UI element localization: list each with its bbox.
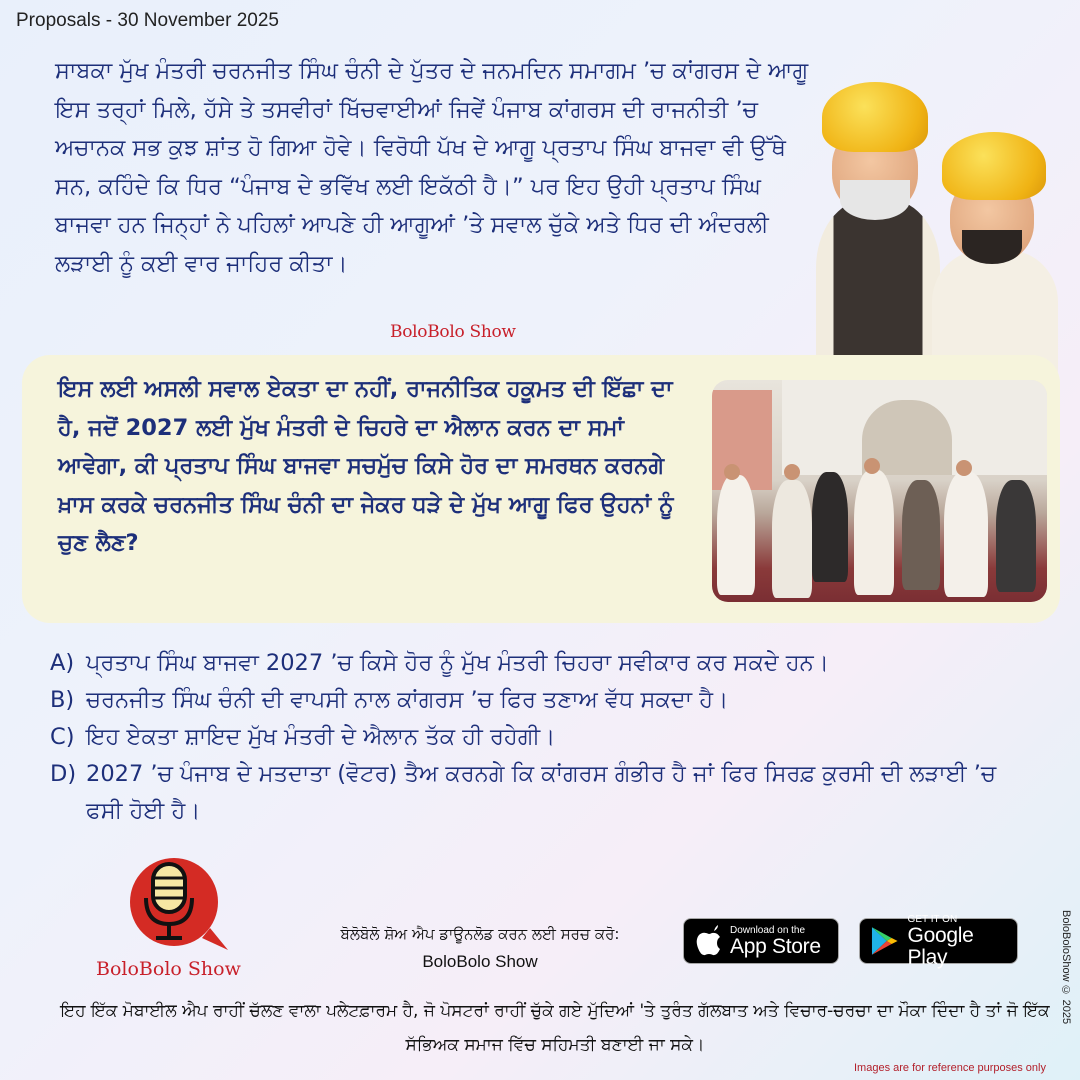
answer-options <box>50 645 1030 830</box>
option-letter: C) <box>50 724 75 750</box>
app-store-small-text: Download on the <box>730 924 806 936</box>
option-text: 2027 ’ਚ ਪੰਜਾਬ ਦੇ ਮਤਦਾਤਾ (ਵੋਟਰ) ਤੈਅ ਕਰਨਗੇ ਕਿ ਕਾਂਗਰਸ ਗੰਭੀਰ ਹੈ ਜਾਂ ਫਿਰ ਸਿਰਫ਼ ਕੁਰਸੀ ਦੀ ਲੜਾਈ ’ਚ ਫਸੀ ਹੋਈ ਹੈ। <box>86 761 997 824</box>
event-photo <box>712 380 1047 602</box>
option-a[interactable] <box>50 645 1030 682</box>
option-text: ਚਰਨਜੀਤ ਸਿੰਘ ਚੰਨੀ ਦੀ ਵਾਪਸੀ ਨਾਲ ਕਾਂਗਰਸ ’ਚ ਫਿਰ ਤਣਾਅ ਵੱਧ ਸਕਦਾ ਹੈ। <box>86 687 729 713</box>
option-d[interactable] <box>50 756 1030 830</box>
option-letter: D) <box>50 761 77 787</box>
caricature-left-turban <box>822 82 928 152</box>
brand-watermark: BoloBolo Show <box>390 322 516 342</box>
microphone-icon <box>90 858 260 958</box>
image-disclaimer: Images are for reference purposes only <box>854 1062 1046 1074</box>
google-play-button[interactable] <box>859 913 1018 969</box>
option-letter: A) <box>50 650 75 676</box>
logo-brand-name: BoloBolo Show <box>96 958 241 980</box>
caricature-right-beard <box>962 230 1022 264</box>
apple-icon <box>694 924 724 958</box>
google-play-small-text: GET IT ON <box>907 913 958 925</box>
google-play-big-text: Google Play <box>907 923 974 969</box>
option-letter: B) <box>50 687 75 713</box>
copyright-notice: BoloBoloShow © 2025 <box>1060 910 1072 1025</box>
option-c[interactable] <box>50 719 1030 756</box>
platform-description: ਇਹ ਇੱਕ ਮੋਬਾਈਲ ਐਪ ਰਾਹੀਂ ਚੱਲਣ ਵਾਲਾ ਪਲੇਟਫ਼ਾਰਮ ਹੈ, ਜੋ ਪੋਸਟਰਾਂ ਰਾਹੀਂ ਚੁੱਕੇ ਗਏ ਮੁੱਦਿਆਂ 'ਤੇ ਤੁਰੰਤ ਗੱਲਬਾਤ ਅਤੇ ਵਿਚਾਰ-ਚਰਚਾ ਦਾ ਮੌਕਾ ਦਿੰਦਾ ਹੈ ਤਾਂ ਜੋ ਇੱਕ ਸੱਭਿਅਕ ਸਮਾਜ ਵਿੱਚ ਸਹਿਮਤੀ ਬਣਾਈ ਜਾ ਸਕੇ। <box>60 1001 1050 1055</box>
option-text: ਇਹ ਏਕਤਾ ਸ਼ਾਇਦ ਮੁੱਖ ਮੰਤਰੀ ਦੇ ਐਲਾਨ ਤੱਕ ਹੀ ਰਹੇਗੀ। <box>86 724 556 750</box>
app-store-big-text: App Store <box>730 934 821 958</box>
caricature-left-beard <box>840 180 910 220</box>
app-search-prompt <box>300 920 660 976</box>
option-text: ਪ੍ਰਤਾਪ ਸਿੰਘ ਬਾਜਵਾ 2027 ’ਚ ਕਿਸੇ ਹੋਰ ਨੂੰ ਮੁੱਖ ਮੰਤਰੀ ਚਿਹਰਾ ਸਵੀਕਾਰ ਕਰ ਸਕਦੇ ਹਨ। <box>86 650 829 676</box>
page-date-header: Proposals - 30 November 2025 <box>16 10 279 31</box>
main-question: ਇਸ ਲਈ ਅਸਲੀ ਸਵਾਲ ਏਕਤਾ ਦਾ ਨਹੀਂ, ਰਾਜਨੀਤਿਕ ਹਕੂਮਤ ਦੀ ਇੱਛਾ ਦਾ ਹੈ, ਜਦੋਂ 2027 ਲਈ ਮੁੱਖ ਮੰਤਰੀ ਦੇ ਚਿਹਰੇ ਦਾ ਐਲਾਨ ਕਰਨ ਦਾ ਸਮਾਂ ਆਵੇਗਾ, ਕੀ ਪ੍ਰਤਾਪ ਸਿੰਘ ਬਾਜਵਾ ਸਚਮੁੱਚ ਕਿਸੇ ਹੋਰ ਦਾ ਸਮਰਥਨ ਕਰਨਗੇ ਖ਼ਾਸ ਕਰਕੇ ਚਰਨਜੀਤ ਸਿੰਘ ਚੰਨੀ ਦਾ ਜੇਕਰ ਧੜੇ ਦੇ ਮੁੱਖ ਆਗੂ ਫਿਰ ਉਹਨਾਂ ਨੂੰ ਚੁਣ ਲੈਣ? <box>58 376 674 556</box>
caricature-illustration <box>810 80 1060 380</box>
caricature-right-turban <box>942 132 1046 200</box>
search-instruction: ਬੋਲੋਬੋਲੋ ਸ਼ੋਅ ਐਪ ਡਾਊਨਲੋਡ ਕਰਨ ਲਈ ਸਰਚ ਕਰੋ: <box>340 925 620 943</box>
intro-paragraph: ਸਾਬਕਾ ਮੁੱਖ ਮੰਤਰੀ ਚਰਨਜੀਤ ਸਿੰਘ ਚੰਨੀ ਦੇ ਪੁੱਤਰ ਦੇ ਜਨਮਦਿਨ ਸਮਾਗਮ ’ਚ ਕਾਂਗਰਸ ਦੇ ਆਗੂ ਇਸ ਤਰ੍ਹਾਂ ਮਿਲੇ, ਹੱਸੇ ਤੇ ਤਸਵੀਰਾਂ ਖਿੱਚਵਾਈਆਂ ਜਿਵੇਂ ਪੰਜਾਬ ਕਾਂਗਰਸ ਦੀ ਰਾਜਨੀਤੀ ’ਚ ਅਚਾਨਕ ਸਭ ਕੁਝ ਸ਼ਾਂਤ ਹੋ ਗਿਆ ਹੋਵੇ। ਵਿਰੋਧੀ ਪੱਖ ਦੇ ਆਗੂ ਪ੍ਰਤਾਪ ਸਿੰਘ ਬਾਜਵਾ ਵੀ ਉੱਥੇ ਸਨ, ਕਹਿੰਦੇ ਕਿ ਧਿਰ “ਪੰਜਾਬ ਦੇ ਭਵਿੱਖ ਲਈ ਇਕੱਠੀ ਹੈ।” ਪਰ ਇਹ ਉਹੀ ਪ੍ਰਤਾਪ ਸਿੰਘ ਬਾਜਵਾ ਹਨ ਜਿਨ੍ਹਾਂ ਨੇ ਪਹਿਲਾਂ ਆਪਣੇ ਹੀ ਆਗੂਆਂ ’ਤੇ ਸਵਾਲ ਚੁੱਕੇ ਅਤੇ ਧਿਰ ਦੀ ਅੰਦਰਲੀ ਲੜਾਈ ਨੂੰ ਕਈ ਵਾਰ ਜਾਹਿਰ ਕੀਤਾ। <box>55 58 809 277</box>
app-store-button[interactable] <box>683 918 839 964</box>
google-play-icon <box>870 925 900 957</box>
caricature-left-body <box>816 200 940 370</box>
search-app-name: BoloBolo Show <box>422 952 538 971</box>
option-b[interactable] <box>50 682 1030 719</box>
